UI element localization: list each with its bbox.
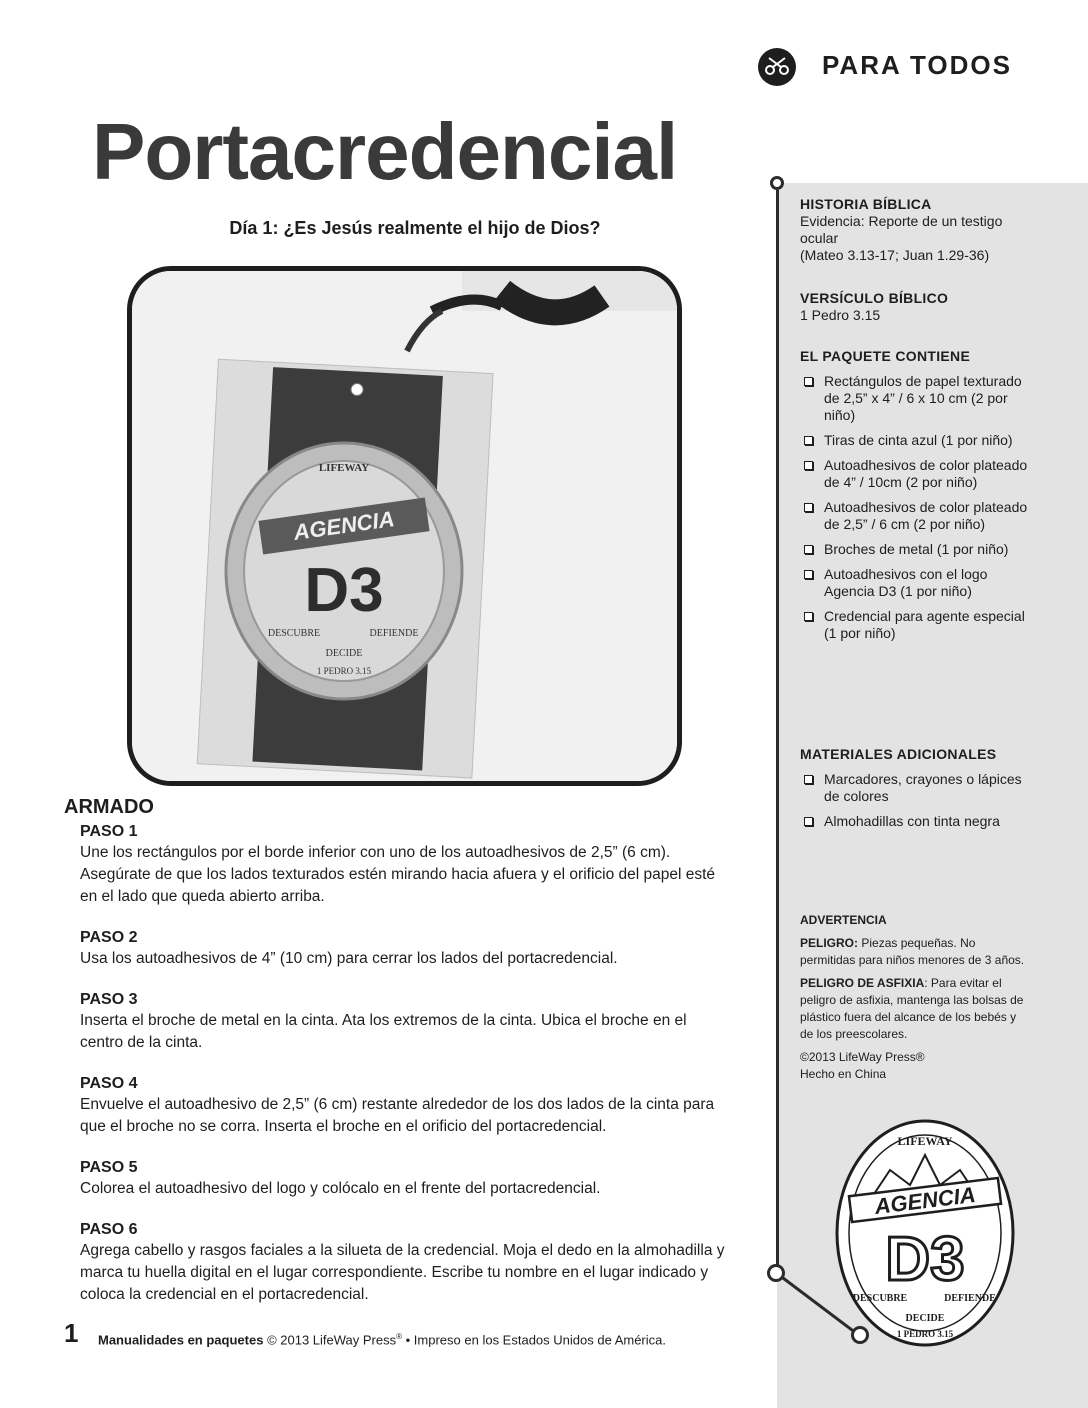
materials-block [800,746,1030,838]
photo-badge-ref: 1 PEDRO 3.15 [316,666,372,676]
materials-heading: MATERIALES ADICIONALES [800,746,997,762]
photo-badge-name: AGENCIA [291,506,396,545]
story-text: Evidencia: Reporte de un testigo ocular [800,213,1003,246]
warning-heading: ADVERTENCIA [800,913,887,927]
step-text: Colorea el autoadhesivo del logo y colócalo en el frente del portacredencial. [80,1180,601,1197]
photo-badge-code: D3 [304,556,384,625]
step-title: PASO 6 [80,1221,138,1238]
list-item: Marcadores, crayones o lápices de colores [800,771,1030,805]
sidebar-copyright: ©2013 LifeWay Press® [800,1050,925,1064]
list-item: Broches de metal (1 por niño) [800,541,1030,558]
scissors-icon [758,48,796,86]
connector-line [776,190,779,1270]
step-item [80,1074,730,1138]
lesson-subtitle: Día 1: ¿Es Jesús realmente el hijo de Dios? [229,218,601,238]
story-heading: HISTORIA BÍBLICA [800,196,932,212]
step-text: Envuelve el autoadhesivo de 2,5” (6 cm) restante alrededor de los dos lados de la cinta para que el broche no se corra. Inserta el broche en el orificio del portacredencial. [80,1096,715,1135]
sidebar-made-in: Hecho en China [800,1067,887,1081]
step-text: Inserta el broche de metal en la cinta. Ata los extremos de la cinta. Ubica el broche en el centro de la cinta. [80,1012,687,1051]
step-item [80,928,730,970]
warning-choke [800,975,1032,1043]
list-item: Rectángulos de papel texturado de 2,5” x 4” / 6 x 10 cm (2 por niño) [800,373,1030,424]
page-number: 1 [64,1318,79,1348]
logo-bottom: DECIDE [905,1313,945,1324]
logo-code: D3 [885,1225,965,1294]
footer-text [98,1332,666,1347]
step-item [80,1220,730,1306]
verse-block [800,290,1030,324]
footer-product: Manualidades en paquetes [98,1332,264,1348]
warning-danger-label: PELIGRO: [800,936,859,950]
step-title: PASO 5 [80,1159,138,1176]
list-item: Almohadillas con tinta negra [800,813,1030,830]
agencia-d3-logo [830,1115,1020,1350]
warning-danger-text: Piezas pequeñas. No permitidas para niños menores de 3 años. [800,936,1025,967]
verse-text: 1 Pedro 3.15 [800,307,881,323]
step-title: PASO 1 [80,823,138,840]
list-item: Autoadhesivos de color plateado de 2,5” / 6 cm (2 por niño) [800,499,1030,533]
step-item [80,822,730,908]
footer-copyright: © 2013 LifeWay Press [267,1332,397,1348]
story-reference: (Mateo 3.13-17; Juan 1.29-36) [800,247,990,263]
package-heading: EL PAQUETE CONTIENE [800,348,971,364]
step-item [80,990,730,1054]
audience-label: PARA TODOS [822,50,1012,80]
list-item: Autoadhesivos de color plateado de 4” / 10cm (2 por niño) [800,457,1030,491]
logo-ref: 1 PEDRO 3.15 [896,1329,954,1339]
page-title: Portacredencial [92,107,678,196]
warning-block [800,912,1032,1083]
verse-heading: VERSÍCULO BÍBLICO [800,290,949,306]
warning-choke-label: PELIGRO DE ASFIXIA [800,976,925,990]
connector-node [767,1264,785,1282]
logo-name: AGENCIA [873,1181,977,1220]
logo-left: DESCUBRE [852,1293,908,1304]
footer-printed: • Impreso en los Estados Unidos de América. [405,1332,666,1348]
step-title: PASO 2 [80,929,138,946]
photo-badge-right: DEFIENDE [369,628,419,639]
warning-choke-text: : Para evitar el peligro de asfixia, mantenga las bolsas de plástico fuera del alcance de los bebés y de los preescolares. [800,976,1024,1041]
logo-top: LIFEWAY [897,1134,953,1148]
warning-danger [800,935,1032,969]
connector-node [770,176,784,190]
package-list [800,373,1030,642]
step-text: Usa los autoadhesivos de 4” (10 cm) para cerrar los lados del portacredencial. [80,950,618,967]
story-block [800,196,1030,264]
list-item: Autoadhesivos con el logo Agencia D3 (1 por niño) [800,566,1030,600]
package-block [800,348,1030,650]
photo-badge-top: LIFEWAY [318,462,370,474]
step-list [80,822,730,1326]
photo-badge-bottom: DECIDE [325,648,363,659]
step-item [80,1158,730,1200]
product-photo [127,266,682,786]
step-text: Agrega cabello y rasgos faciales a la silueta de la credencial. Moja el dedo en la almohadilla y marca tu huella digital en el lugar correspondiente. Escribe tu nombre en el lugar indicado y coloca la credencial en el portacredencial. [80,1242,725,1303]
assembly-heading: ARMADO [64,796,154,818]
step-title: PASO 3 [80,991,138,1008]
photo-badge-left: DESCUBRE [267,628,321,639]
logo-right: DEFIENDE [944,1293,996,1304]
list-item: Tiras de cinta azul (1 por niño) [800,432,1030,449]
list-item: Credencial para agente especial (1 por niño) [800,608,1030,642]
footer-mark: ® [396,1332,403,1341]
materials-list [800,771,1030,830]
step-text: Une los rectángulos por el borde inferior con uno de los autoadhesivos de 2,5” (6 cm). Asegúrate de que los lados texturados estén mirando hacia afuera y el orificio del papel esté en el lado que queda abierto arriba. [80,844,716,905]
step-title: PASO 4 [80,1075,138,1092]
